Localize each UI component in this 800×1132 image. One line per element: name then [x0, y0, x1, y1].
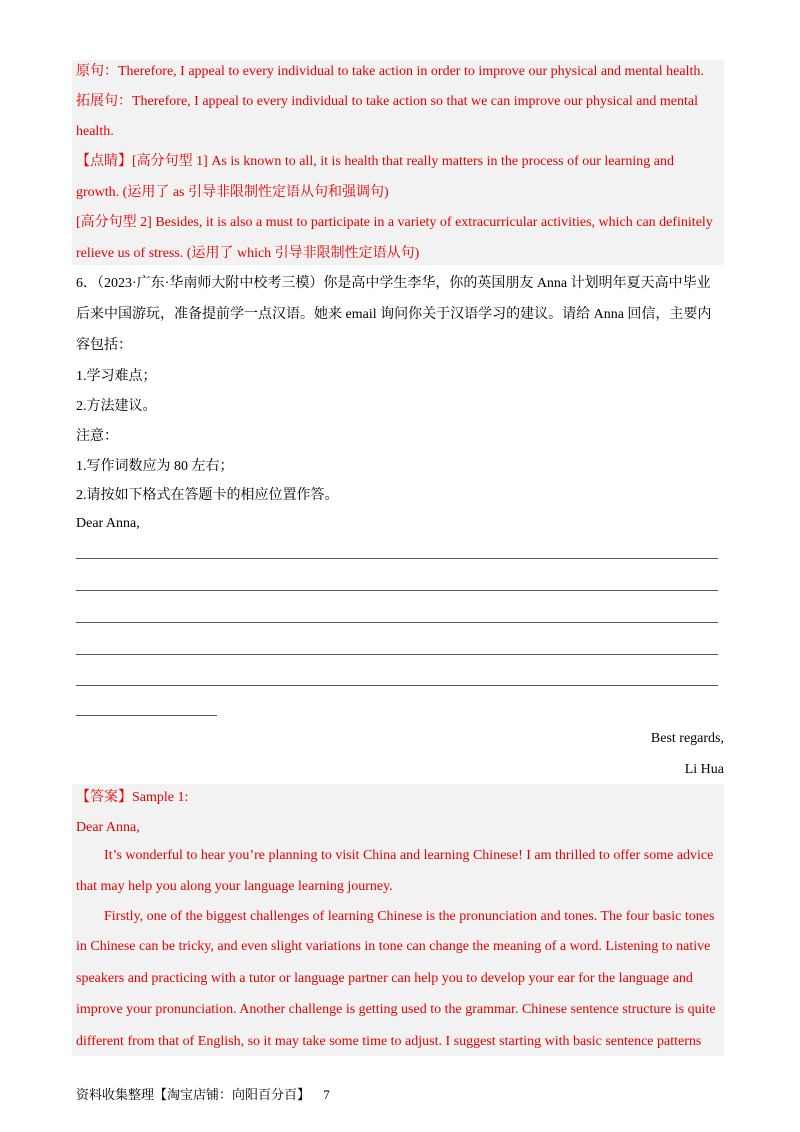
original-sentence: 原句：Therefore, I appeal to every individual to take action in order to improve our physical and mental health. — [76, 64, 704, 79]
question-prompt-line-3: 容包括： — [76, 338, 132, 353]
answer-paragraph-2-cont: speakers and practicing with a tutor or language partner can help you to develop your ear for the language and — [76, 971, 693, 986]
page-footer — [76, 1084, 330, 1103]
answer-paragraph-2: Firstly, one of the biggest challenges of learning Chinese is the pronunciation and tones. The four basic tones — [104, 909, 715, 924]
letter-closing: Best regards, — [650, 731, 724, 746]
answer-paragraph-2-cont: improve your pronunciation. Another challenge is getting used to the grammar. Chinese sentence structure is quite — [76, 1002, 716, 1017]
note-2: 2.请按如下格式在答题卡的相应位置作答。 — [76, 488, 339, 503]
answer-paragraph-1-cont: that may help you along your language learning journey. — [76, 879, 393, 894]
note-1: 1.写作词数应为 80 左右； — [76, 459, 234, 474]
writing-line — [76, 590, 718, 591]
answer-paragraph-2-cont: different from that of English, so it may take some time to adjust. I suggest starting with basic sentence patterns — [76, 1034, 702, 1049]
page-number: 7 — [323, 1087, 330, 1102]
answer-paragraph-1: It’s wonderful to hear you’re planning to visit China and learning Chinese! I am thrilled to offer some advice — [104, 848, 714, 863]
writing-line — [76, 654, 718, 655]
expanded-sentence-cont: health. — [76, 124, 114, 139]
note-heading: 注意： — [76, 429, 118, 444]
writing-line — [76, 558, 718, 559]
requirement-2: 2.方法建议。 — [76, 399, 157, 414]
highlight-pattern-1: 【点睛】[高分句型 1] As is known to all, it is health that really matters in the process of our learning and — [76, 154, 674, 169]
writing-line-short — [76, 715, 217, 716]
question-prompt-line-1: 6．（2023·广东·华南师大附中校考三模）你是高中学生李华，你的英国朋友 Anna 计划明年夏天高中毕业 — [76, 276, 711, 291]
expanded-sentence: 拓展句：Therefore, I appeal to every individual to take action so that we can improve our physical and mental — [76, 94, 699, 109]
highlight-pattern-2: [高分句型 2] Besides, it is also a must to participate in a variety of extracurricular activities, which can definitely — [76, 215, 713, 230]
requirement-1: 1.学习难点； — [76, 369, 157, 384]
letter-salutation: Dear Anna, — [76, 516, 140, 531]
question-prompt-line-2: 后来中国游玩，准备提前学一点汉语。她来 email 询问你关于汉语学习的建议。请给 Anna 回信，主要内 — [76, 307, 712, 322]
writing-line — [76, 685, 718, 686]
answer-paragraph-2-cont: in Chinese can be tricky, and even slight variations in tone can change the meaning of a word. Listening to native — [76, 939, 711, 954]
footer-source-text: 资料收集整理【淘宝店铺：向阳百分百】 — [76, 1087, 311, 1102]
letter-signature: Li Hua — [684, 762, 724, 777]
highlight-pattern-2-cont: relieve us of stress. (运用了 which 引导非限制性定语从句) — [76, 246, 420, 261]
writing-line — [76, 622, 718, 623]
answer-salutation: Dear Anna, — [76, 820, 140, 835]
answer-heading: 【答案】Sample 1: — [76, 790, 189, 805]
highlight-pattern-1-cont: growth. (运用了 as 引导非限制性定语从句和强调句) — [76, 185, 389, 200]
